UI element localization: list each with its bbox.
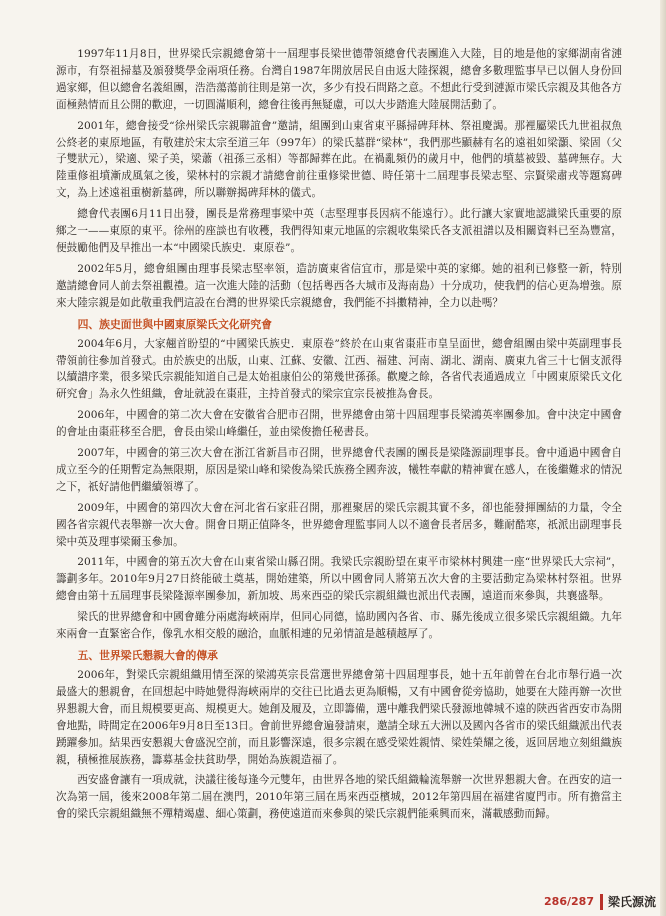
book-title: 梁氏源流 [607,895,656,909]
paragraph-2009: 2009年，中國會的第四次大會在河北省石家莊召開，那裡聚居的梁氏宗親其實不多，卻也能發揮團結的力量，令全國各省宗親代表舉辦一次大會。開會日期正值降冬，世界總會理監事同人以不適會長者居多，難耐酷寒，祇派出副理事長梁中英及理事梁爾玉參加。 [56,501,622,548]
footer-divider [600,894,603,910]
paragraph-2004: 2004年6月，大家翹首盼望的“中國梁氏族史．東原卷”終於在山東省棗莊市皇呈面世，總會組團由梁中英副理事長帶領前往參加首發式。由於族史的出版，山東、江蘇、安徽、江西、福建、河南、湖北、湖南、廣東九省三十七個支派得以續譜序業，很多梁氏宗親能知道自己是太始祖康伯公的第幾世孫孫。歡慶之餘，各省代表通過成立「中國東原梁氏文化研究會」為永久性組織，會址就設在棗莊，主持首發式的梁宗宜宗長被推為會長。 [56,337,622,401]
paragraph-cooperation: 梁氏的世界總會和中國會雖分兩處海峽兩岸，但同心同德，協助國內各省、市、縣先後成立很多梁氏宗親組織。九年來兩會一直緊密合作，像乳水相交般的融洽，血脈相連的兄弟情誼是越積越厚了。 [56,611,622,641]
page-number: 286/287 [544,895,594,908]
paragraph-2011: 2011年，中國會的第五次大會在山東省梁山縣召開。我梁氏宗親盼望在東平市梁林村興建一座“世界梁氏大宗祠”，籌劃多年。2010年9月27日終能破土奠基，開始建築，所以中國會同人將第五次大會的主要活動定為梁林村祭祖。世界總會由第十五屆理事長梁隆源率團參加，新加坡、馬來西亞的梁氏宗親組織也派出代表團，遠道而來參與，共襄盛舉。 [56,556,622,603]
paragraph-2001: 2001年，總會接受“徐州梁氏宗親聯誼會”邀請，組團到山東省東平縣掃碑拜林、祭祖慶謁。那裡屬梁氏九世祖叔魚公終老的東原地區，有敬建於宋太宗至道三年（997年）的梁氏墓群“梁林”，我們那些顯赫有名的遠祖如梁灝、梁固（父子雙狀元），梁適、梁子美，梁蕭（祖孫三丞相）等都歸葬在此。在禍亂頻仍的歲月中，他們的墳墓被毀、墓碑無存。大陸重修祖墳漸成風氣之後，梁林村的宗親才請總會前往重修梁世德、時任第十二屆理事長梁志堅、宗賢梁肅戎等題寫碑文，為上述遠祖重樹新墓碑，所以聯辦揭碑拜林的儀式。 [56,119,622,200]
paragraph-1997: 1997年11月8日，世界梁氏宗親總會第十一屆理事長梁世德帶領總會代表團進入大陸，目的地是他的家鄉湖南省漣源市，有祭祖掃墓及頒發獎學金兩項任務。台灣自1987年開放居民自由返大陸探親，總會多數理監事早已以個人身份回過家鄉，但以總會名義組團，浩浩蕩蕩前往則是第一次，多少有投石問路之意。不想此行受到漣源市梁氏宗親及其他各方面極熱情而且公開的歡迎，一切圓滿順利，總會往後再無疑慮，可以大步踏進大陸展開活動了。 [56,48,622,111]
paragraph-xian: 西安盛會讓有一項成就，決議往後每逢今元雙年，由世界各地的梁氏組織輪流舉辦一次世界懇親大會。在西安的這一次為第一屆，後來2008年第二屆在澳門，2010年第三屆在馬來西亞檳城，2012年第四屆在福建省廈門市。所有擔當主會的梁氏宗親組織無不殫精竭慮、細心策劃，務使遠道而來參與的梁氏宗親們能乘興而來，滿載感動而歸。 [56,774,622,821]
article-body [56,46,622,827]
paragraph-2006-reunion: 2006年，對梁氏宗親組織用情至深的梁鴻英宗長當選世界總會第十四屆理事長，她十五年前曾在台北市舉行過一次最盛大的懇親會，在回想起中時她覺得海峽兩岸的交往已比過去更為順暢，又有中國會從旁協助，她要在大陸再辦一次世界懇親大會，而且規模要更高、規模更大。她創及履及，立即籌備，選中離我們梁氏發源地韓城不遠的陝西省西安市為開會地點，時間定在2006年9月8日至13日。會前世界總會遍發請柬，邀請全球五大洲以及國內各省市的梁氏組織派出代表踴躍參加。結果西安懇親大會盛況空前，而且影響深遠，很多宗親在感受梁姓親情、梁姓榮耀之後，返回居地立刻組織族親，積極推展族務，籌募基金扶貧助學，開始為族親造福了。 [56,669,622,766]
paragraph-2007: 2007年，中國會的第三次大會在浙江省新昌市召開，世界總會代表團的團長是梁隆源副理事長。會中通過中國會自成立至今的任期暫定為無限期，原因是梁山峰和梁俊為梁氏族務全國奔波，犧牲奉獻的精神實在感人，在後繼難求的情況之下，祇好請他們繼續領導了。 [56,447,622,493]
paragraph-delegation: 總會代表團6月11日出發，團長是常務理事梁中英（志堅理事長因病不能遠行）。此行讓大家實地認識梁氏重要的原鄉之一——東原的東平。徐州的座談也有收穫，我們得知東元地區的宗親收集梁氏各支派祖譜以及相關資料已至為豐富，便鼓勵他們及早推出一本“中國梁氏族史．東原卷”。 [56,208,622,254]
paragraph-2002: 2002年5月，總會組團由理事長梁志堅率領，造訪廣東省信宜市，那是梁中英的家鄉。她的祖利已修整一新，特別邀請總會同人前去祭祖觀禮。這一次進大陸的活動（包括粵西各大城市及海南島）十分成功，使我們的信心更為增強。原來大陸宗親是如此敬重我們這設在台灣的世界梁氏宗親總會，我們能不抖擻精神，全力以赴嗎？ [56,262,622,309]
section-heading-5: 五、世界梁氏懇親大會的傳承 [77,649,218,662]
section-heading-4: 四、族史面世與中國東原梁氏文化研究會 [77,317,272,331]
page-footer [544,893,656,910]
paragraph-2006: 2006年，中國會的第二次大會在安徽省合肥市召開，世界總會由第十四屆理事長梁鴻英率團參加。會中決定中國會的會址由棗莊移至合肥，會長由梁山峰繼任，並由梁俊擔任秘書長。 [56,409,622,439]
page-edge [660,0,666,916]
